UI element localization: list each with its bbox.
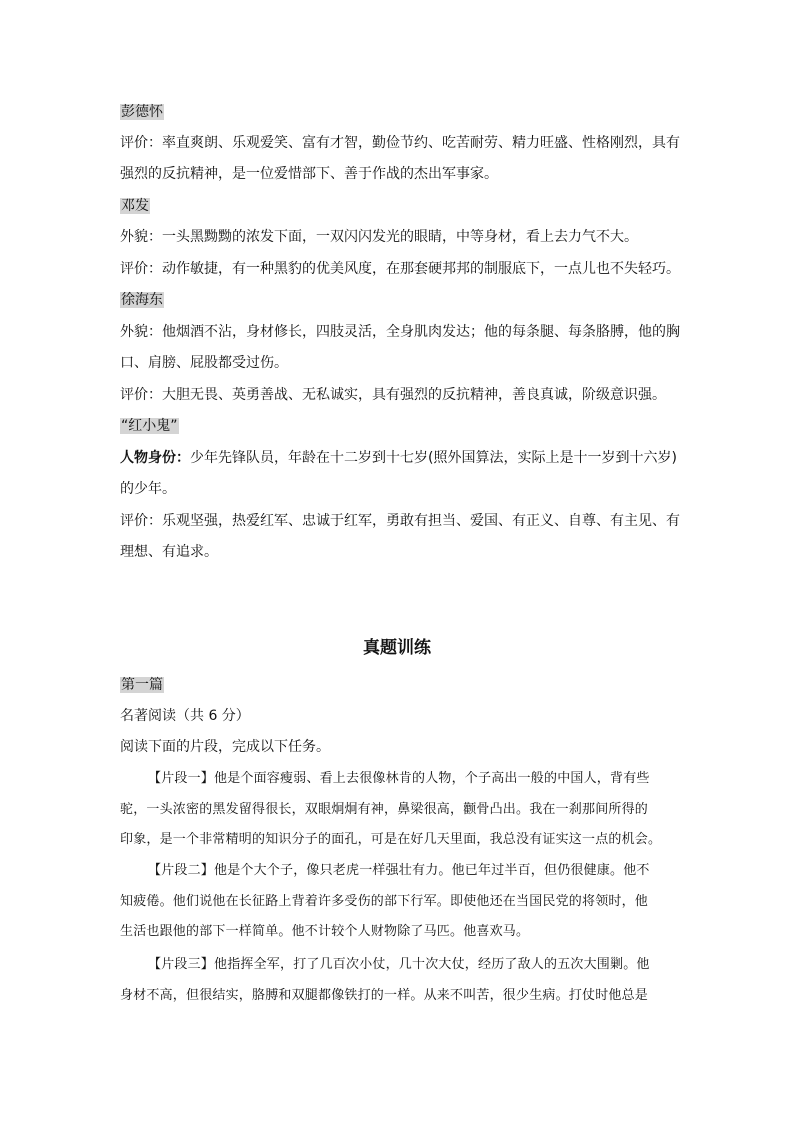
character-name-red-little-devil	[120, 416, 179, 436]
identity-text: 少年先锋队员，年龄在十二岁到十七岁(照外国算法，实际上是十一岁到十六岁)	[190, 450, 677, 466]
highlighted-part: 第一篇	[121, 677, 163, 693]
character-name-deng	[120, 196, 150, 216]
highlighted-name: 徐海东	[121, 292, 163, 308]
xu-evaluation: 评价：大胆无畏、英勇善战、无私诚实，具有强烈的反抗精神，善良真诚，阶级意识强。	[120, 387, 666, 403]
xu-appearance-line-1: 外貌：他烟酒不沾，身材修长，四肢灵活，全身肌肉发达；他的每条腿、每条胳膊，他的胸	[120, 324, 680, 340]
fragment-1-line-3: 印象，是一个非常精明的知识分子的面孔，可是在好几天里面，我总没有证实这一点的机会。	[120, 832, 662, 847]
fragment-2-line-3: 生活也跟他的部下一样简单。他不计较个人财物除了马匹。他喜欢马。	[120, 924, 530, 939]
peng-evaluation-line-1: 评价：率直爽朗、乐观爱笑、富有才智，勤俭节约、吃苦耐劳、精力旺盛、性格刚烈，具有	[120, 135, 680, 151]
deng-evaluation: 评价：动作敏捷，有一种黑豹的优美风度，在那套硬邦邦的制服底下，一点儿也不失轻巧。	[120, 261, 680, 277]
red-identity-line-1	[120, 448, 677, 468]
deng-appearance: 外貌：一头黑黝黝的浓发下面，一双闪闪发光的眼睛，中等身材，看上去力气不大。	[120, 229, 638, 245]
red-identity-line-2: 的少年。	[120, 481, 176, 497]
identity-label: 人物身份：	[120, 450, 190, 466]
section-title: 真题训练	[363, 638, 431, 658]
peng-evaluation-line-2: 强烈的反抗精神，是一位爱惜部下、善于作战的杰出军事家。	[120, 166, 498, 182]
character-name-peng	[120, 102, 164, 122]
fragment-3-line-2: 身材不高，但很结实，胳膊和双腿都像铁打的一样。从来不叫苦，很少生病。打仗时他总是	[120, 988, 649, 1003]
part-heading	[120, 675, 164, 695]
task-heading: 名著阅读（共 6 分）	[120, 708, 250, 724]
red-evaluation-line-1: 评价：乐观坚强，热爱红军、忠诚于红军，勇敢有担当、爱国、有正义、自尊、有主见、有	[120, 513, 680, 529]
character-name-xu	[120, 290, 164, 310]
fragment-3-line-1: 【片段三】他指挥全军，打了几百次小仗，几十次大仗，经历了敌人的五次大围剿。他	[148, 957, 650, 972]
highlighted-name: “红小鬼”	[121, 418, 178, 434]
fragment-2-line-2: 知疲倦。他们说他在长征路上背着许多受伤的部下行军。即使他还在当国民党的将领时，他	[120, 894, 649, 909]
fragment-1-line-2: 驼，一头浓密的黑发留得很长，双眼炯炯有神，鼻梁很高，颧骨凸出。我在一刹那间所得的	[120, 802, 649, 817]
fragment-2-line-1: 【片段二】他是个大个子，像只老虎一样强壮有力。他已年过半百，但仍很健康。他不	[148, 863, 650, 878]
instruction: 阅读下面的片段，完成以下任务。	[120, 739, 330, 755]
fragment-1-line-1: 【片段一】他是个面容瘦弱、看上去很像林肯的人物，个子高出一般的中国人，背有些	[148, 771, 650, 786]
highlighted-name: 彭德怀	[121, 104, 163, 120]
xu-appearance-line-2: 口、肩膀、屁股都受过伤。	[120, 355, 288, 371]
highlighted-name: 邓发	[121, 198, 149, 214]
red-evaluation-line-2: 理想、有追求。	[120, 544, 218, 560]
